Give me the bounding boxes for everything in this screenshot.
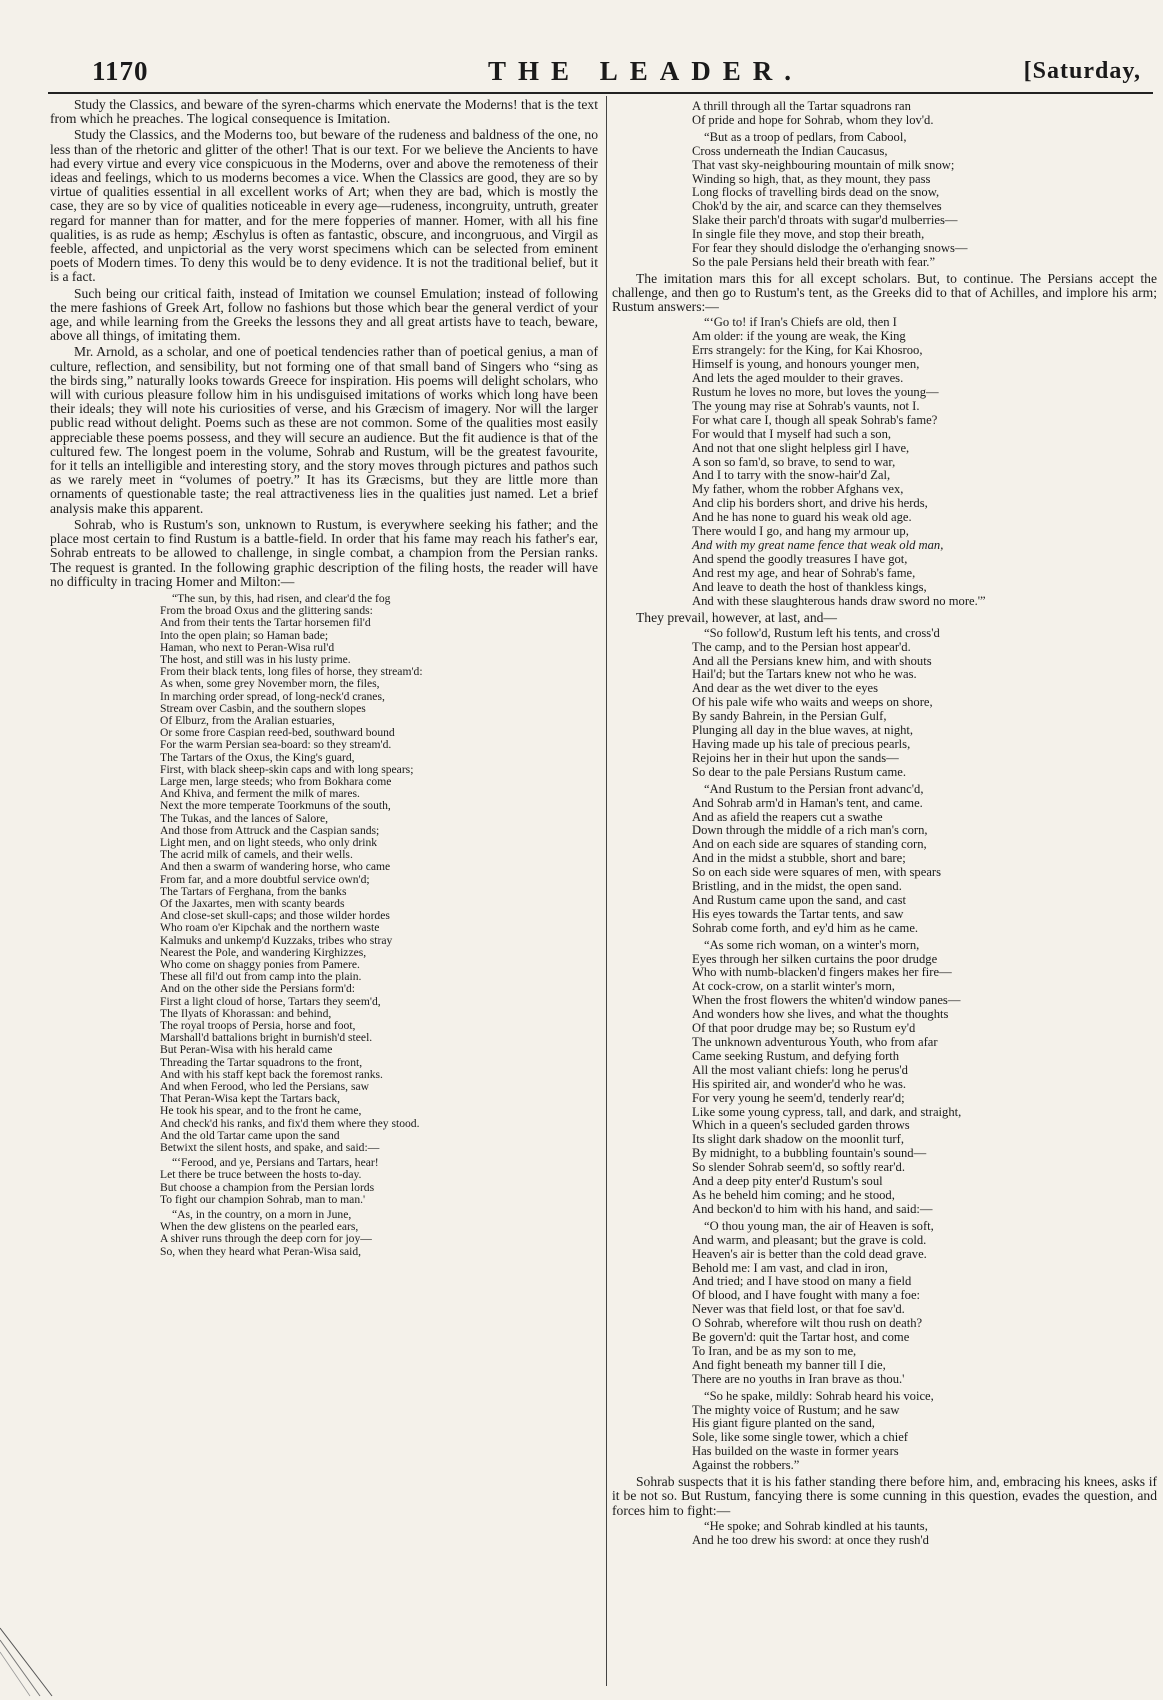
poem-line: These all fil'd out from camp into the plain. xyxy=(160,970,362,984)
poem-line: “So he spake, mildly: Sohrab heard his voice, xyxy=(704,1388,934,1403)
poem-line: The host, and still was in his lusty prime. xyxy=(160,652,351,666)
left-poem-quotation xyxy=(160,593,598,1258)
poem-line: To Iran, and be as my son to me, xyxy=(692,1343,857,1358)
poem-line: And those from Attruck and the Caspian sands; xyxy=(160,823,380,837)
left-paragraph-1: Study the Classics, and beware of the syren-charms which enervate the Moderns! that is the text from which he preaches. The logical consequence is Imitation. xyxy=(50,97,598,127)
poem-line: A thrill through all the Tartar squadrons ran xyxy=(692,99,911,113)
issue-day: [Saturday, xyxy=(1023,58,1141,84)
poem-line: The royal troops of Persia, horse and foot, xyxy=(160,1019,356,1033)
poem-line: “‘Go to! if Iran's Chiefs are old, then I xyxy=(704,315,897,330)
poem-line: When the dew glistens on the pearled ears, xyxy=(160,1220,359,1234)
poem-line: Who with numb-blacken'd fingers makes her fire— xyxy=(692,965,952,980)
poem-line: When the frost flowers the whiten'd window panes— xyxy=(692,993,961,1008)
poem-line: As when, some grey November morn, the files, xyxy=(160,677,380,691)
left-paragraph-3: Such being our critical faith, instead of Imitation we counsel Emulation; instead of following the mere fashions of Greek Art, follow no fashions but those which bear the general verdict of your age, and while learning from the Greeks the lessons they and all great artists have to teach, beware, above all things, of imitating them. xyxy=(50,285,598,344)
poem-line: Am older: if the young are weak, the King xyxy=(692,329,906,344)
poem-line: The young may rise at Sohrab's vaunts, not I. xyxy=(692,398,920,413)
poem-line: Of that poor drudge may be; so Rustum ey'd xyxy=(692,1021,916,1036)
poem-line: And wonders how she lives, and what the thoughts xyxy=(692,1007,949,1022)
poem-line: All the most valiant chiefs: long he perus'd xyxy=(692,1062,908,1077)
poem-line: So slender Sohrab seem'd, so softly rear'd. xyxy=(692,1160,905,1175)
poem-line: A son so fam'd, so brave, to send to war, xyxy=(692,454,896,469)
poem-line: And I to tarry with the snow-hair'd Zal, xyxy=(692,468,891,483)
poem-line: For would that I myself had such a son, xyxy=(692,426,892,441)
right-poem-quotation-1 xyxy=(692,100,1157,270)
poem-line: And in the midst a stubble, short and bare; xyxy=(692,851,906,866)
poem-line: As he beheld him coming; and he stood, xyxy=(692,1187,895,1202)
poem-line: His eyes towards the Tartar tents, and saw xyxy=(692,906,904,921)
poem-line: The acrid milk of camels, and their wells. xyxy=(160,848,353,862)
poem-line: And with his staff kept back the foremost ranks. xyxy=(160,1067,383,1081)
poem-line: Next the more temperate Toorkmuns of the south, xyxy=(160,799,391,813)
poem-line: Sole, like some single tower, which a chief xyxy=(692,1430,908,1445)
right-paragraph-2: They prevail, however, at last, and— xyxy=(636,609,838,625)
poem-line: For fear they should dislodge the o'erhanging snows— xyxy=(692,241,968,256)
poem-line: First a light cloud of horse, Tartars they seem'd, xyxy=(160,994,381,1008)
poem-line: And leave to death the host of thankless kings, xyxy=(692,579,927,594)
poem-line: He took his spear, and to the front he came, xyxy=(160,1104,362,1118)
poem-line: “As some rich woman, on a winter's morn, xyxy=(704,937,920,952)
poem-line: And Khiva, and ferment the milk of mares. xyxy=(160,787,360,801)
poem-line: Hail'd; but the Tartars knew not who he was. xyxy=(692,667,917,682)
poem-line: Of pride and hope for Sohrab, whom they lov'd. xyxy=(692,112,934,127)
poem-line: Of Elburz, from the Aralian estuaries, xyxy=(160,713,335,727)
poem-line: And tried; and I have stood on many a field xyxy=(692,1274,912,1289)
poem-line: Into the open plain; so Haman bade; xyxy=(160,628,329,642)
poem-line: And lets the aged moulder to their graves. xyxy=(692,371,904,386)
poem-line: Sohrab come forth, and ey'd him as he came. xyxy=(692,920,919,935)
poem-line: Of the Jaxartes, men with scanty beards xyxy=(160,896,345,910)
poem-line: “But as a troop of pedlars, from Cabool, xyxy=(704,129,907,144)
poem-line: Against the robbers.” xyxy=(692,1458,800,1473)
poem-line: Bristling, and in the midst, the open sand. xyxy=(692,879,902,894)
poem-line: So, when they heard what Peran-Wisa said, xyxy=(160,1244,362,1258)
poem-line: The Tukas, and the lances of Salore, xyxy=(160,811,329,825)
poem-line: From the broad Oxus and the glittering sands: xyxy=(160,604,373,618)
poem-line: So on each side were squares of men, with spears xyxy=(692,865,942,880)
poem-line: So the pale Persians held their breath with fear.” xyxy=(692,254,936,269)
poem-line: “And Rustum to the Persian front advanc'd, xyxy=(704,781,924,796)
masthead-title: THE LEADER. xyxy=(488,56,804,86)
poem-line: And all the Persians knew him, and with shouts xyxy=(692,653,932,668)
poem-line: His spirited air, and wonder'd who he was. xyxy=(692,1076,907,1091)
poem-line: And close-set skull-caps; and those wilder hordes xyxy=(160,909,390,923)
poem-line: And rest my age, and hear of Sohrab's fame, xyxy=(692,565,916,580)
poem-line: There would I go, and hang my armour up, xyxy=(692,524,909,539)
poem-line: And dear as the wet diver to the eyes xyxy=(692,681,879,696)
poem-line: For what care I, though all speak Sohrab's fame? xyxy=(692,412,938,427)
poem-line: Cross underneath the Indian Caucasus, xyxy=(692,143,888,158)
poem-line: And on the other side the Persians form'd: xyxy=(160,982,355,996)
poem-line: And fight beneath my banner till I die, xyxy=(692,1357,886,1372)
poem-line: And spend the goodly treasures I have got, xyxy=(692,551,908,566)
poem-line: Who roam o'er Kipchak and the northern waste xyxy=(160,921,380,935)
page-fold-mark xyxy=(0,1618,70,1698)
poem-line: Of his pale wife who waits and weeps on shore, xyxy=(692,695,933,710)
poem-line: Errs strangely: for the King, for Kai Khosroo, xyxy=(692,343,923,358)
poem-line: And the old Tartar came upon the sand xyxy=(160,1128,340,1142)
right-poem-quotation-2 xyxy=(692,316,1157,608)
poem-line: That vast sky-neighbouring mountain of milk snow; xyxy=(692,157,955,172)
poem-line: From their black tents, long files of horse, they stream'd: xyxy=(160,665,423,679)
poem-line: And he too drew his sword: at once they rush'd xyxy=(692,1532,929,1547)
poem-line: The Tartars of the Oxus, the King's guard, xyxy=(160,750,355,764)
poem-line: In single file they move, and stop their breath, xyxy=(692,227,925,242)
poem-line: Be govern'd: quit the Tartar host, and come xyxy=(692,1330,910,1345)
poem-line: Has builded on the waste in former years xyxy=(692,1444,899,1459)
poem-line: The mighty voice of Rustum; and he saw xyxy=(692,1402,900,1417)
poem-line: But Peran-Wisa with his herald came xyxy=(160,1043,333,1057)
left-paragraph-5: Sohrab, who is Rustum's son, unknown to Rustum, is everywhere seeking his father; and the place most certain to find Rustum is a battle-field. In order that his fame may reach his father's ear, Sohrab entreats to be allowed to challenge, in single combat, a champion from the Persian ranks. The request is granted. In the following graphic description of the filing hosts, the reader will have no difficulty in tracing Homer and Milton:— xyxy=(50,516,598,589)
page-number: 1170 xyxy=(92,56,149,86)
poem-line: And clip his borders short, and drive his herds, xyxy=(692,496,928,511)
left-paragraph-4: Mr. Arnold, as a scholar, and one of poetical tendencies rather than of poetical genius, a man of culture, reflection, and sensibility, but not forming one of that small band of Singers who “sing as the birds sing,” naturally looks towards Greece for inspiration. His poems will delight scholars, who will with curious pleasure follow him in his undisguised imitations of works which long have been their ideals; they will note his curiosities of verse, and his Græcism of imagery. Nor will the larger public read without delight. Poems such as these are not common. Some of the qualities most easily appreciable these poems possess, and they will secure an audience. But the fit audience is that of the cultured few. The longest poem in the volume, Sohrab and Rustum, will be the greatest favourite, for it tells an intelligible and interesting story, and the story moves through pictures and pathos such as we rarely meet in “volumes of poetry.” It has its Græcisms, but they are little more than ornaments of questionable taste; the real attractiveness lies in the qualities just named. Let a brief analysis make this apparent. xyxy=(50,344,598,516)
poem-line: Who come on shaggy ponies from Pamere. xyxy=(160,958,360,971)
header-rule xyxy=(48,92,1153,94)
right-column xyxy=(612,98,1157,1550)
poem-line: Heaven's air is better than the cold dead grave. xyxy=(692,1246,927,1261)
poem-line: And Sohrab arm'd in Haman's tent, and came. xyxy=(692,795,923,810)
poem-line: Kalmuks and unkemp'd Kuzzaks, tribes who stray xyxy=(160,933,393,947)
poem-line: And a deep pity enter'd Rustum's soul xyxy=(692,1174,883,1189)
poem-line: So dear to the pale Persians Rustum came. xyxy=(692,764,907,779)
poem-line: From far, and a more doubtful service own'd; xyxy=(160,872,370,886)
poem-line: At cock-crow, on a starlit winter's morn, xyxy=(692,979,895,994)
poem-line: Rustum he loves no more, but loves the young— xyxy=(692,385,939,400)
poem-line: And Rustum came upon the sand, and cast xyxy=(692,892,907,907)
poem-line: First, with black sheep-skin caps and with long spears; xyxy=(160,762,414,776)
poem-line: And with my great name fence that weak old man, xyxy=(692,537,944,552)
poem-line: Threading the Tartar squadrons to the front, xyxy=(160,1055,363,1069)
column-divider xyxy=(606,96,607,1686)
page-header xyxy=(0,52,1163,92)
poem-line: For very young he seem'd, tenderly rear'd; xyxy=(692,1090,905,1105)
poem-line: And he has none to guard his weak old age. xyxy=(692,510,912,525)
poem-line: The Tartars of Ferghana, from the banks xyxy=(160,884,347,898)
poem-line: And as afield the reapers cut a swathe xyxy=(692,809,883,824)
poem-line: And warm, and pleasant; but the grave is cold. xyxy=(692,1232,927,1247)
left-paragraph-2: Study the Classics, and the Moderns too, but beware of the rudeness and baldness of the one, no less than of the rhetoric and glitter of the other! That is our text. For we believe the Ancients to have had every virtue and every vice conspicuous in the Moderns, over and above the remoteness of their ideas and feelings, which to us moderns becomes a vice. When the Classics are good, they are so by virtue of qualities essential in all excellent works of Art; when they are bad, which is mostly the case, they are so by vice of qualities noticeable in every age—rudeness, incongruity, untruth, greater regard for manner than for matter, and for the mere fopperies of manner. Homer, with all his fine qualities, is as rude as hemp; Æschylus is often as fantastic, obscure, and incongruous, and Virgil as feeble, affected, and unpictorial as the very worst specimens which can be selected from eminent poets of Modern times. To deny this would be to deny evidence. It is not the traditional belief, but it is a fact. xyxy=(50,127,598,285)
poem-line: Behold me: I am vast, and clad in iron, xyxy=(692,1260,888,1275)
right-poem-quotation-3 xyxy=(692,627,1157,1473)
poem-line: But choose a champion from the Persian lords xyxy=(160,1180,375,1194)
poem-line: And from their tents the Tartar horsemen fil'd xyxy=(160,616,371,630)
right-paragraph-1: The imitation mars this for all except scholars. But, to continue. The Persians accept the challenge, and then go to Rustum's tent, as the Greeks did to that of Achilles, and implore his arm; Rustum answers:— xyxy=(612,270,1157,315)
poem-line: The Ilyats of Khorassan: and behind, xyxy=(160,1006,332,1020)
poem-line: By midnight, to a bubbling fountain's sound— xyxy=(692,1146,927,1161)
poem-line: And check'd his ranks, and fix'd them where they stood. xyxy=(160,1116,420,1130)
poem-line: Light men, and on light steeds, who only drink xyxy=(160,835,378,849)
poem-line: Came seeking Rustum, and defying forth xyxy=(692,1048,900,1063)
poem-line: Stream over Casbin, and the southern slopes xyxy=(160,701,366,715)
poem-line: The camp, and to the Persian host appear'd. xyxy=(692,639,911,654)
poem-line: Let there be truce between the hosts to-day. xyxy=(160,1168,362,1182)
poem-line: Large men, large steeds; who from Bokhara come xyxy=(160,774,392,788)
poem-line: A shiver runs through the deep corn for joy— xyxy=(160,1232,372,1246)
poem-line: Long flocks of travelling birds dead on the snow, xyxy=(692,185,940,200)
poem-line: To fight our champion Sohrab, man to man.' xyxy=(160,1192,366,1206)
poem-line: Betwixt the silent hosts, and spake, and said:— xyxy=(160,1141,380,1155)
poem-line: O Sohrab, wherefore wilt thou rush on death? xyxy=(692,1316,923,1331)
poem-line: There are no youths in Iran brave as thou.' xyxy=(692,1371,905,1386)
poem-line: Like some young cypress, tall, and dark, and straight, xyxy=(692,1104,962,1119)
poem-line: “As, in the country, on a morn in June, xyxy=(172,1208,352,1222)
poem-line: Slake their parch'd throats with sugar'd mulberries— xyxy=(692,213,958,228)
poem-line: Its slight dark shadow on the moonlit turf, xyxy=(692,1132,904,1147)
poem-line: Or some frore Caspian reed-bed, southward bound xyxy=(160,726,395,740)
poem-line: Eyes through her silken curtains the poor drudge xyxy=(692,951,938,966)
poem-line: Of blood, and I have fought with many a foe: xyxy=(692,1288,921,1303)
poem-line: The unknown adventurous Youth, who from afar xyxy=(692,1035,938,1049)
poem-line: “So follow'd, Rustum left his tents, and cross'd xyxy=(704,625,940,640)
poem-line: “O thou young man, the air of Heaven is soft, xyxy=(704,1218,934,1233)
poem-line: Marshall'd battalions bright in burnish'd steel. xyxy=(160,1031,373,1045)
poem-line: “‘Ferood, and ye, Persians and Tartars, hear! xyxy=(172,1156,379,1170)
poem-line: And on each side are squares of standing corn, xyxy=(692,837,927,852)
poem-line: Rejoins her in their hut upon the sands— xyxy=(692,750,899,765)
poem-line: Which in a queen's secluded garden throws xyxy=(692,1118,910,1133)
poem-line: Nearest the Pole, and wandering Kirghizzes, xyxy=(160,945,367,959)
poem-line: Having made up his tale of precious pearls, xyxy=(692,736,911,751)
poem-line: For the warm Persian sea-board: so they stream'd. xyxy=(160,738,392,752)
poem-line: Plunging all day in the blue waves, at night, xyxy=(692,723,914,738)
right-poem-quotation-4 xyxy=(692,1520,1157,1548)
poem-line: And not that one slight helpless girl I have, xyxy=(692,440,910,455)
poem-line: And with these slaughterous hands draw sword no more.'” xyxy=(692,593,986,608)
poem-line: That Peran-Wisa kept the Tartars back, xyxy=(160,1092,341,1106)
poem-line: Never was that field lost, or that foe sav'd. xyxy=(692,1302,905,1317)
poem-line: And then a swarm of wandering horse, who came xyxy=(160,860,391,874)
poem-line: Down through the middle of a rich man's corn, xyxy=(692,823,928,838)
poem-line: Chok'd by the air, and scarce can they themselves xyxy=(692,199,942,214)
poem-line: Haman, who next to Peran-Wisa rul'd xyxy=(160,640,335,654)
poem-line: And when Ferood, who led the Persians, saw xyxy=(160,1080,369,1094)
poem-line: And beckon'd to him with his hand, and said:— xyxy=(692,1201,933,1216)
poem-line: Himself is young, and honours younger men, xyxy=(692,357,920,372)
poem-line: “The sun, by this, had risen, and clear'd the fog xyxy=(172,591,391,605)
poem-line: Winding so high, that, as they mount, they pass xyxy=(692,171,931,186)
poem-line: His giant figure planted on the sand, xyxy=(692,1416,875,1431)
poem-line: By sandy Bahrein, in the Persian Gulf, xyxy=(692,709,887,724)
poem-line: In marching order spread, of long-neck'd cranes, xyxy=(160,689,385,703)
right-paragraph-3: Sohrab suspects that it is his father standing there before him, and, embracing his knees, asks if it be not so. But Rustum, fancying there is some cunning in this question, evades the question, and forces him to fight:— xyxy=(612,1474,1157,1518)
poem-line: My father, whom the robber Afghans vex, xyxy=(692,482,904,497)
left-column xyxy=(50,98,598,1262)
poem-line: “He spoke; and Sohrab kindled at his taunts, xyxy=(704,1518,928,1533)
